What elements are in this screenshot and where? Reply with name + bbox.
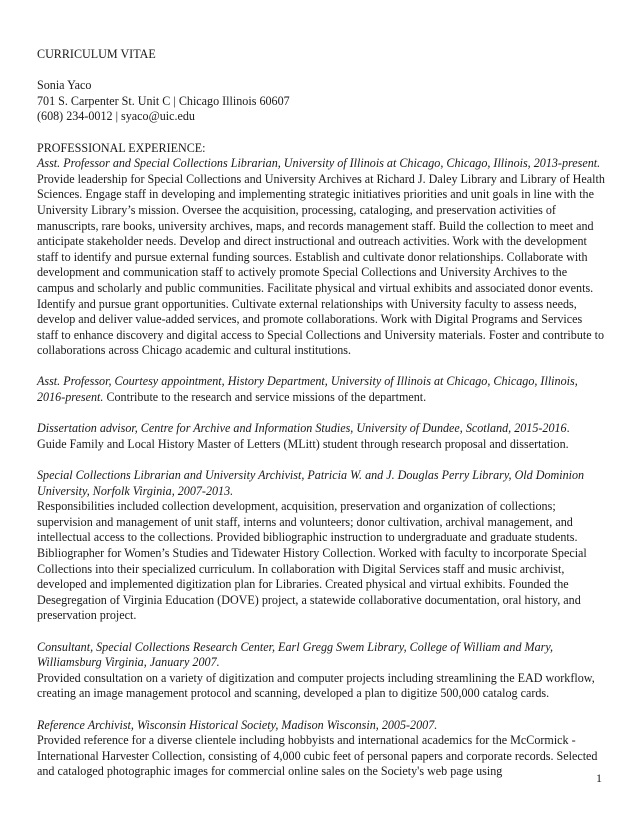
section-heading: PROFESSIONAL EXPERIENCE: bbox=[37, 140, 206, 155]
entry-description: Provide leadership for Special Collections and University Archives at Richard J. Daley Library and Library of Health Sciences. Engage staff in developing and implementing strategic initiatives priorities and unit goals in line with the University Library’s mission. Oversee the acquisition, processing, cataloging, and preservation activities of manuscripts, rare books, university archives, maps, and records management staff. Build the collection to meet and anticipate stakeholder needs. Develop and direct instructional and outreach activities. Work with the development staff to identify and pursue external funding sources. Establish and cultivate donor relationships. Collaborate with development and communication staff to actively promote Special Collections and University Archives to the campus and scholarly and public communities. Facilitate physical and virtual exhibits and associated donor events. Identify and pursue grant opportunities. Cultivate external relationships with University faculty to assess needs, develop and deliver value-added services, and promote collaborations. Work with Digital Programs and Services staff to enhance discovery and digital access to Special Collections and University materials. Foster and contribute to collaborations across Chicago academic and cultural institutions. bbox=[37, 171, 605, 358]
entry-description: Guide Family and Local History Master of Letters (MLitt) student through research proposal and dissertation. bbox=[37, 436, 569, 451]
entry-description: Provided consultation on a variety of digitization and computer projects including streamlining the EAD workflow, creating an image management protocol and scanning, developed a plan to digitize 500,000 catalog cards. bbox=[37, 670, 595, 701]
experience-entry bbox=[37, 718, 605, 780]
entry-title: Asst. Professor, Courtesy appointment, History Department, University of Illinois at Chicago, Chicago, Illinois, 2016-present. bbox=[37, 374, 578, 405]
experience-entry bbox=[37, 374, 605, 405]
entry-title-suffix: . bbox=[566, 421, 570, 436]
experience-entry bbox=[37, 640, 605, 702]
entry-title: Dissertation advisor, Centre for Archive and Information Studies, University of Dundee, Scotland, 2015-2016 bbox=[37, 421, 567, 436]
entry-description: Provided reference for a diverse clientele including hobbyists and international academics for the McCormick - International Harvester Collection, consisting of 4,000 cubic feet of personal papers and corporate records. Selected and cataloged photographic images for commercial online sales on the Society's web page using bbox=[37, 733, 598, 779]
entry-title: Reference Archivist, Wisconsin Historical Society, Madison Wisconsin, 2005-2007. bbox=[37, 717, 438, 732]
experience-entry bbox=[37, 156, 605, 359]
experience-entry bbox=[37, 421, 605, 452]
entry-title: Consultant, Special Collections Research Center, Earl Gregg Swem Library, College of William and Mary, Williamsburg Virginia, January 2007. bbox=[37, 639, 554, 670]
contact-phone-email: (608) 234-0012 | syaco@uic.edu bbox=[37, 109, 195, 124]
document-title: CURRICULUM VITAE bbox=[37, 47, 156, 61]
page-number: 1 bbox=[596, 771, 602, 785]
experience-entry bbox=[37, 468, 605, 624]
contact-address: 701 S. Carpenter St. Unit C | Chicago Illinois 60607 bbox=[37, 93, 290, 108]
entry-description: Responsibilities included collection development, acquisition, preservation and organization of collections; supervision and management of unit staff, interns and volunteers; donor cultivation, archival management, and intellectual access to the collections. Provided bibliographic instruction to undergraduate and graduate students. Bibliographer for Women’s Studies and Tidewater History Collection. Worked with faculty to incorporate Special Collections into their specialized curriculum. In collaboration with Digital Services staff and music archivist, developed and implemented digitization plan for Libraries. Created physical and virtual exhibits. Founded the Desegregation of Virginia Education (DOVE) project, a statewide collaborative documentation, oral history, and preservation project. bbox=[37, 499, 587, 623]
entry-title: Special Collections Librarian and University Archivist, Patricia W. and J. Douglas Perry Library, Old Dominion University, Norfolk Virginia, 2007-2013. bbox=[37, 468, 585, 498]
entry-title: Asst. Professor and Special Collections Librarian, University of Illinois at Chicago, Chicago, Illinois, 2013-present. bbox=[37, 156, 601, 171]
entry-description: Contribute to the research and service missions of the department. bbox=[106, 390, 427, 405]
contact-name: Sonia Yaco bbox=[37, 78, 92, 93]
cv-page bbox=[37, 47, 605, 780]
